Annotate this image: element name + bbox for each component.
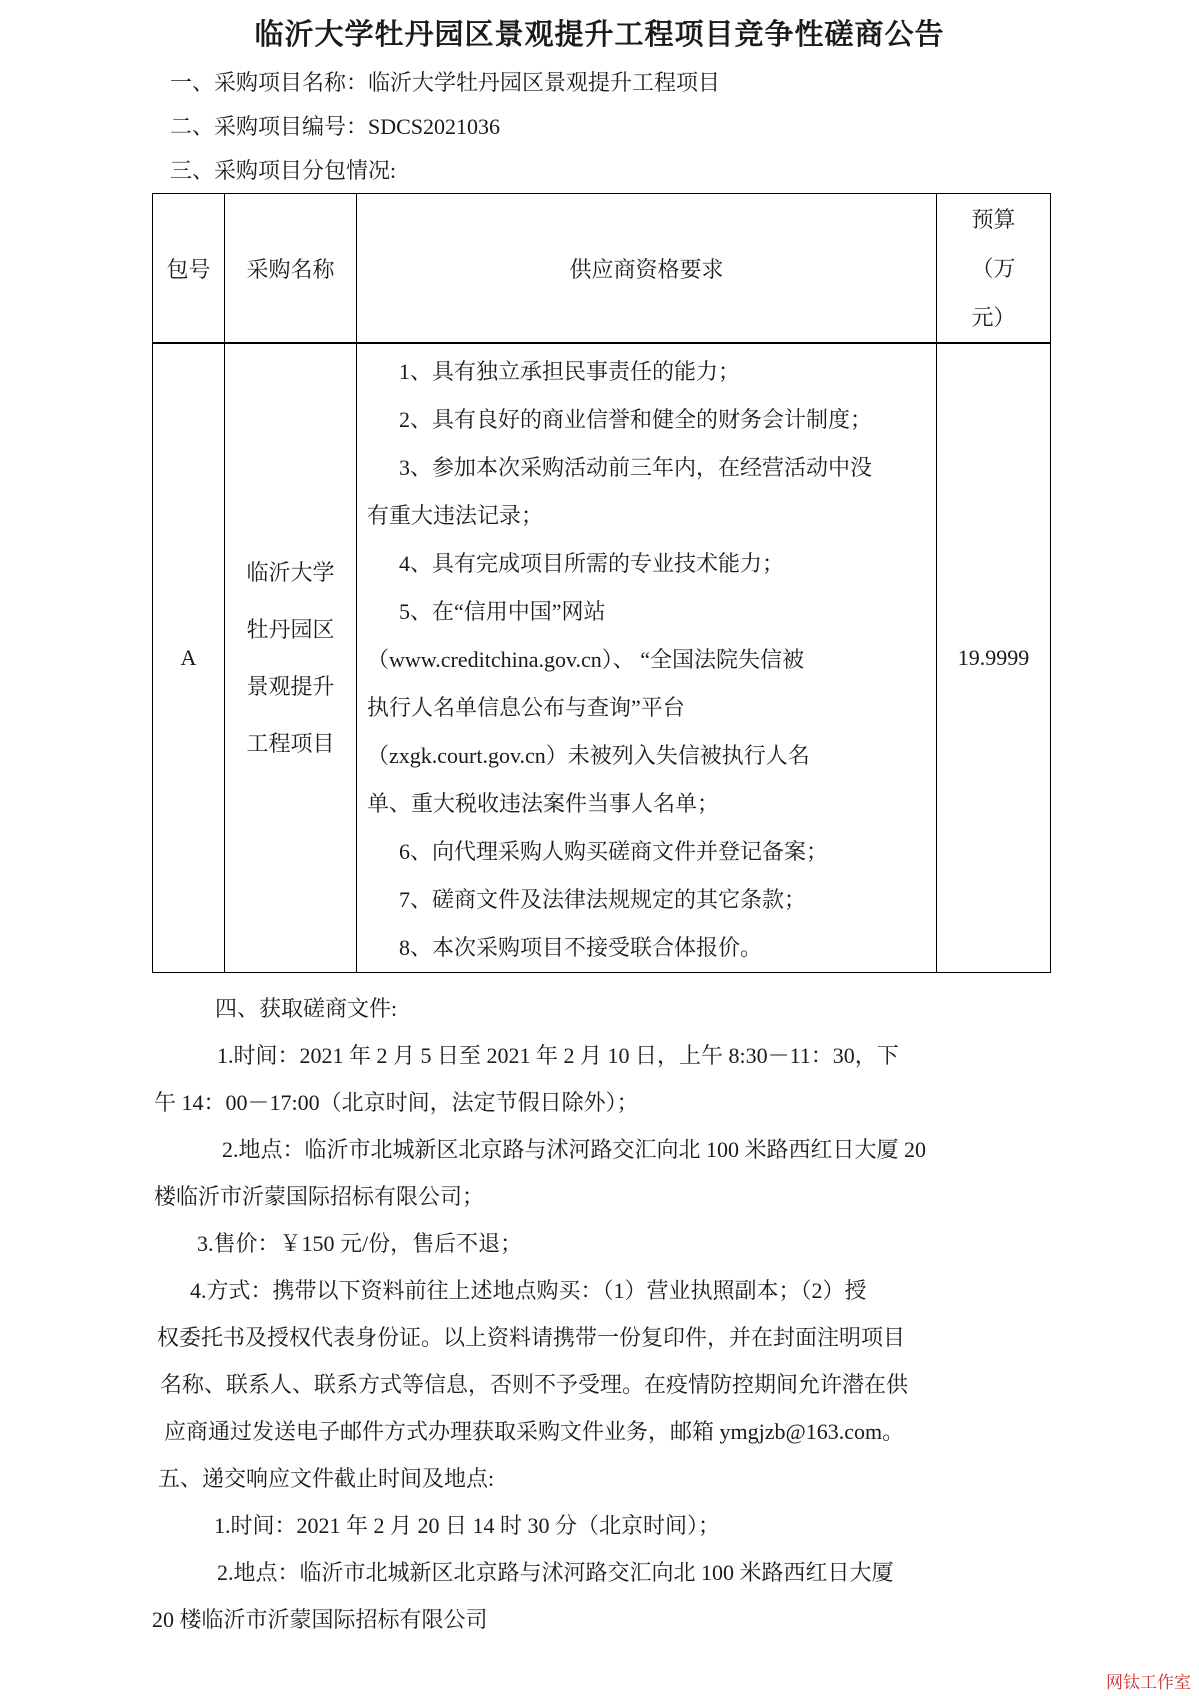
body-line-method-cont3: 应商通过发送电子邮件方式办理获取采购文件业务，邮箱 ymgjzb@163.com。 [164,1419,905,1444]
procurement-name-line: 牡丹园区 [246,617,335,642]
body-line-method: 4.方式：携带以下资料前往上述地点购买：（1）营业执照副本；（2）授 [190,1278,867,1303]
cell-package-no: A [153,343,225,973]
qualification-line: 6、向代理采购人购买磋商文件并登记备案； [399,839,829,864]
body-line-location-cont: 楼临沂市沂蒙国际招标有限公司； [154,1184,485,1209]
body-line-location: 2.地点：临沂市北城新区北京路与沭河路交汇向北 100 米路西红日大厦 20 [222,1137,927,1162]
table-header-row [153,194,1051,344]
header-supplier-qualification: 供应商资格要求 [357,194,937,344]
qualification-line: 单、重大税收违法案件当事人名单； [367,791,720,816]
intro-line-project-name: 一、采购项目名称：临沂大学牡丹园区景观提升工程项目 [170,70,721,95]
table-row [153,343,1051,973]
header-budget-line2: （万 [971,255,1016,281]
qualification-line: 5、在“信用中国”网站 [399,599,606,624]
body-line-method-cont2: 名称、联系人、联系方式等信息，否则不予受理。在疫情防控期间允许潜在供 [160,1372,909,1397]
body-line-time: 1.时间：2021 年 2 月 5 日至 2021 年 2 月 10 日，上午 8:30－11：30，下 [217,1043,899,1068]
qualification-line: 8、本次采购项目不接受联合体报价。 [399,935,763,960]
section-heading-submission-deadline: 五、递交响应文件截止时间及地点: [158,1466,495,1491]
procurement-name-line: 临沂大学 [246,560,335,585]
procurement-name-line: 工程项目 [246,731,335,756]
header-package-no: 包号 [153,194,225,344]
header-budget [937,194,1051,344]
body-line-time-cont: 午 14：00－17:00（北京时间，法定节假日除外）； [154,1090,639,1115]
section-heading-obtain-documents: 四、获取磋商文件: [215,996,398,1021]
page-title: 临沂大学牡丹园区景观提升工程项目竞争性磋商公告 [254,19,945,51]
cell-procurement-name [225,343,357,973]
body-line-deadline-location-cont: 20 楼临沂市沂蒙国际招标有限公司 [152,1607,488,1632]
qualification-line: 有重大违法记录； [367,503,544,528]
body-section [152,985,1052,1643]
intro-line-project-number: 二、采购项目编号：SDCS2021036 [170,114,501,139]
header-budget-line3: 元） [971,304,1016,330]
body-line-method-cont1: 权委托书及授权代表身份证。以上资料请携带一份复印件，并在封面注明项目 [157,1325,906,1350]
qualification-line: 1、具有独立承担民事责任的能力； [399,359,741,384]
intro-section [170,61,1199,193]
cell-supplier-qualification [357,343,937,973]
qualification-line: 7、磋商文件及法律法规规定的其它条款； [399,887,807,912]
qualification-line: （www.creditchina.gov.cn）、 “全国法院失信被 [367,647,805,672]
qualification-line: 执行人名单信息公布与查询”平台 [367,695,685,720]
package-table [152,193,1051,973]
qualification-line: 4、具有完成项目所需的专业技术能力； [399,551,785,576]
body-line-deadline-time: 1.时间：2021 年 2 月 20 日 14 时 30 分（北京时间）； [214,1513,721,1538]
qualification-line: 2、具有良好的商业信誉和健全的财务会计制度； [399,407,873,432]
intro-line-package-info: 三、采购项目分包情况: [170,158,397,183]
qualification-line: （zxgk.court.gov.cn）未被列入失信被执行人名 [367,743,810,768]
header-budget-line1: 预算 [971,206,1016,232]
body-line-price: 3.售价：￥150 元/份，售后不退； [197,1231,523,1256]
header-procurement-name: 采购名称 [225,194,357,344]
procurement-name-line: 景观提升 [246,674,335,699]
cell-budget-value: 19.9999 [937,343,1051,973]
watermark-studio-label: 网钛工作室 [1106,1673,1191,1692]
qualification-line: 3、参加本次采购活动前三年内，在经营活动中没 [399,455,873,480]
body-line-deadline-location: 2.地点：临沂市北城新区北京路与沭河路交汇向北 100 米路西红日大厦 [217,1560,894,1585]
